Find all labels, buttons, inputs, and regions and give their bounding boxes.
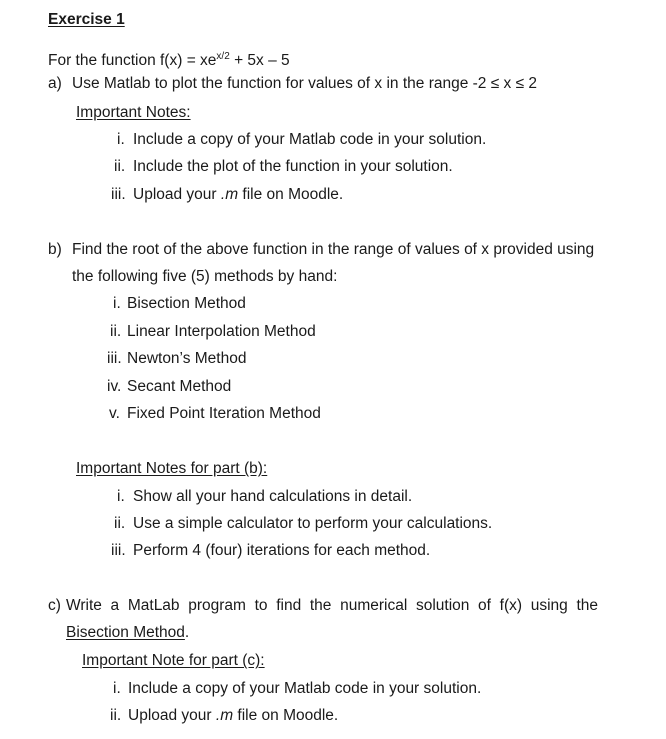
part-c-label: c) [48, 597, 61, 614]
part-b-label: b) [48, 241, 62, 258]
part-b-notes-heading: Important Notes for part (b): [76, 460, 268, 477]
method-3: Newton’s Method [127, 350, 247, 367]
part-a-note-3 [133, 185, 343, 205]
part-a-note-3-ext: .m [220, 186, 239, 203]
method-1: Bisection Method [127, 295, 246, 312]
part-a-note-3-pre: Upload your [133, 186, 221, 203]
method-5: Fixed Point Iteration Method [127, 405, 321, 422]
part-c-note-2 [128, 706, 338, 726]
part-c-note-1-num: i. [113, 680, 121, 697]
exercise-title: Exercise 1 [48, 11, 125, 28]
part-c-line-2 [66, 623, 189, 643]
function-definition [48, 47, 290, 71]
method-5-num: v. [109, 405, 120, 422]
method-4: Secant Method [127, 378, 232, 395]
part-a-notes-heading: Important Notes: [76, 104, 191, 121]
method-3-num: iii. [107, 350, 122, 367]
part-c-note-2-ext: .m [215, 707, 234, 724]
method-2-num: ii. [110, 323, 122, 340]
part-b-note-1-num: i. [117, 488, 125, 505]
part-a-note-3-num: iii. [111, 186, 126, 203]
part-c-line-2-end: . [184, 624, 190, 641]
part-a-note-2: Include the plot of the function in your solution. [133, 158, 453, 175]
function-suffix: + 5x – 5 [229, 52, 290, 69]
method-2: Linear Interpolation Method [127, 323, 316, 340]
part-b-note-2-num: ii. [114, 515, 126, 532]
part-c-notes-heading: Important Note for part (c): [82, 652, 265, 669]
part-b-note-3: Perform 4 (four) iterations for each method. [133, 542, 431, 559]
function-prefix: For the function f(x) = xe [48, 52, 217, 69]
part-a-text: Use Matlab to plot the function for values of x in the range -2 ≤ x ≤ 2 [72, 75, 538, 92]
part-c-note-1: Include a copy of your Matlab code in your solution. [128, 680, 482, 697]
method-1-num: i. [113, 295, 121, 312]
part-b-note-1: Show all your hand calculations in detail. [133, 488, 413, 505]
part-c-note-2-post: file on Moodle. [233, 707, 339, 724]
part-c-note-2-num: ii. [110, 707, 122, 724]
part-b-line-2: the following five (5) methods by hand: [72, 268, 338, 285]
part-b-line-1: Find the root of the above function in the range of values of x provided using [72, 241, 595, 258]
part-a-note-1-num: i. [117, 131, 125, 148]
part-b-note-2: Use a simple calculator to perform your calculations. [133, 515, 493, 532]
part-a-label: a) [48, 75, 62, 92]
part-c-note-2-pre: Upload your [128, 707, 216, 724]
part-c-line-1: Write a MatLab program to find the numerical solution of f(x) using the [66, 597, 598, 614]
part-a-note-1: Include a copy of your Matlab code in your solution. [133, 131, 487, 148]
bisection-method-link: Bisection Method [66, 624, 185, 641]
part-b-note-3-num: iii. [111, 542, 126, 559]
part-a-note-3-post: file on Moodle. [238, 186, 344, 203]
method-4-num: iv. [107, 378, 122, 395]
part-a-note-2-num: ii. [114, 158, 126, 175]
function-exponent: x/2 [216, 51, 230, 62]
